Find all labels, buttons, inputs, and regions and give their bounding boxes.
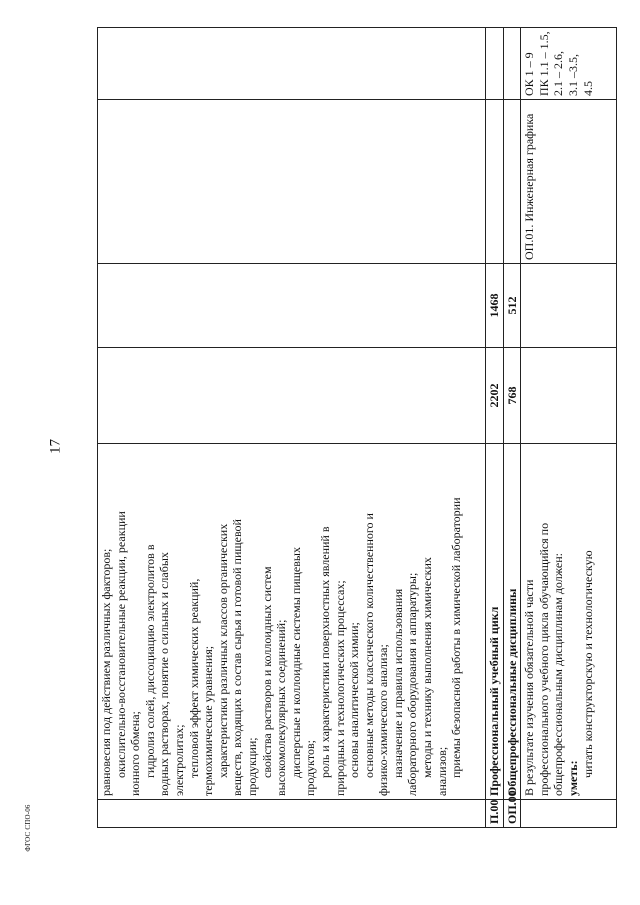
max-load-cell: [98, 348, 486, 444]
curriculum-table: [97, 27, 617, 828]
knowledge-line: ионного обмена;: [128, 711, 143, 796]
page-number: 17: [47, 439, 64, 454]
competency-code: ПК 1.1 – 1.5,: [536, 31, 551, 96]
knowledge-line: термохимические уравнения;: [201, 645, 216, 796]
required-hours-cell: 512: [503, 264, 521, 348]
knowledge-line: лабораторного оборудования и аппаратуры;: [405, 572, 420, 796]
requirements-line: читать конструкторскую и технологическую: [580, 550, 595, 778]
code-cell: [521, 800, 617, 828]
max-load-cell: 2202: [486, 348, 504, 444]
competencies-cell: [486, 28, 504, 100]
code-cell: [98, 800, 486, 828]
required-hours-cell: 1468: [486, 264, 504, 348]
requirements-line: В результате изучения обязательной части: [522, 579, 537, 796]
knowledge-line: веществ, входящих в состав сырья и готовой пищевой: [230, 519, 245, 796]
table-row: [486, 28, 504, 828]
table-row: [521, 28, 617, 828]
table-row: [503, 28, 521, 828]
knowledge-line: высокомолекулярных соединений;: [274, 619, 289, 796]
requirements-line: уметь:: [565, 760, 580, 796]
knowledge-line: продуктов;: [303, 740, 318, 796]
requirements-line: профессионального учебного цикла обучающийся по: [536, 522, 551, 796]
max-load-cell: 768: [503, 348, 521, 444]
knowledge-line: приемы безопасной работы в химической лаборатории: [449, 497, 464, 778]
knowledge-line: водных растворах, понятие о сильных и слабых: [157, 552, 172, 796]
knowledge-line: гидролиз солей, диссоциацию электролитов в: [142, 544, 157, 778]
competencies-cell: [521, 28, 617, 100]
knowledge-line: продукции;: [244, 737, 259, 796]
code-cell: П.00: [486, 800, 504, 828]
discipline-cell: ОП.01. Инженерная графика: [521, 100, 617, 264]
knowledge-line: электролитах;: [171, 724, 186, 796]
code-cell: ОП.00: [503, 800, 521, 828]
knowledge-list-cell: [98, 444, 486, 800]
requirements-cell: [521, 444, 617, 800]
requirements-line: общепрофессиональным дисциплинам должен:: [551, 553, 566, 796]
knowledge-line: равновесия под действием различных факторов;: [99, 548, 113, 796]
knowledge-line: природных и технологических процессах;: [332, 580, 347, 796]
knowledge-line: окислительно-восстановительные реакции, реакции: [113, 511, 128, 778]
competency-code: 3.1 –3.5,: [565, 54, 580, 96]
discipline-cell: [503, 100, 521, 264]
knowledge-line: основные методы классического количественного и: [361, 513, 376, 778]
competency-code: 2.1 – 2.6,: [551, 51, 566, 96]
discipline-cell: [486, 100, 504, 264]
knowledge-line: основы аналитической химии;: [347, 622, 362, 778]
required-hours-cell: [521, 264, 617, 348]
curriculum-table-rotated: [97, 28, 617, 828]
knowledge-line: дисперсные и коллоидные системы пищевых: [288, 547, 303, 778]
knowledge-line: физико-химического анализа;: [376, 644, 391, 796]
knowledge-line: тепловой эффект химических реакций,: [186, 578, 201, 778]
competencies-cell: [98, 28, 486, 100]
knowledge-line: характеристики различных классов органических: [215, 523, 230, 778]
knowledge-line: назначение и правила использования: [390, 588, 405, 778]
knowledge-line: методы и технику выполнения химических: [420, 557, 435, 778]
competency-code: 4.5: [580, 81, 595, 96]
required-hours-cell: [98, 264, 486, 348]
table-row-continuation: [98, 28, 486, 828]
footer-standard-code: ФГОС СПО-06: [24, 804, 32, 852]
knowledge-line: свойства растворов и коллоидных систем: [259, 566, 274, 778]
competencies-cell: [503, 28, 521, 100]
section-name-cell: Профессиональный учебный цикл: [486, 444, 504, 800]
knowledge-line: анализов;: [434, 746, 449, 796]
section-name-cell: Общепрофессиональные дисциплины: [503, 444, 521, 800]
knowledge-line: роль и характеристики поверхностных явлений в: [317, 526, 332, 778]
max-load-cell: [521, 348, 617, 444]
discipline-cell: [98, 100, 486, 264]
competency-code: ОК 1 – 9: [522, 52, 537, 96]
